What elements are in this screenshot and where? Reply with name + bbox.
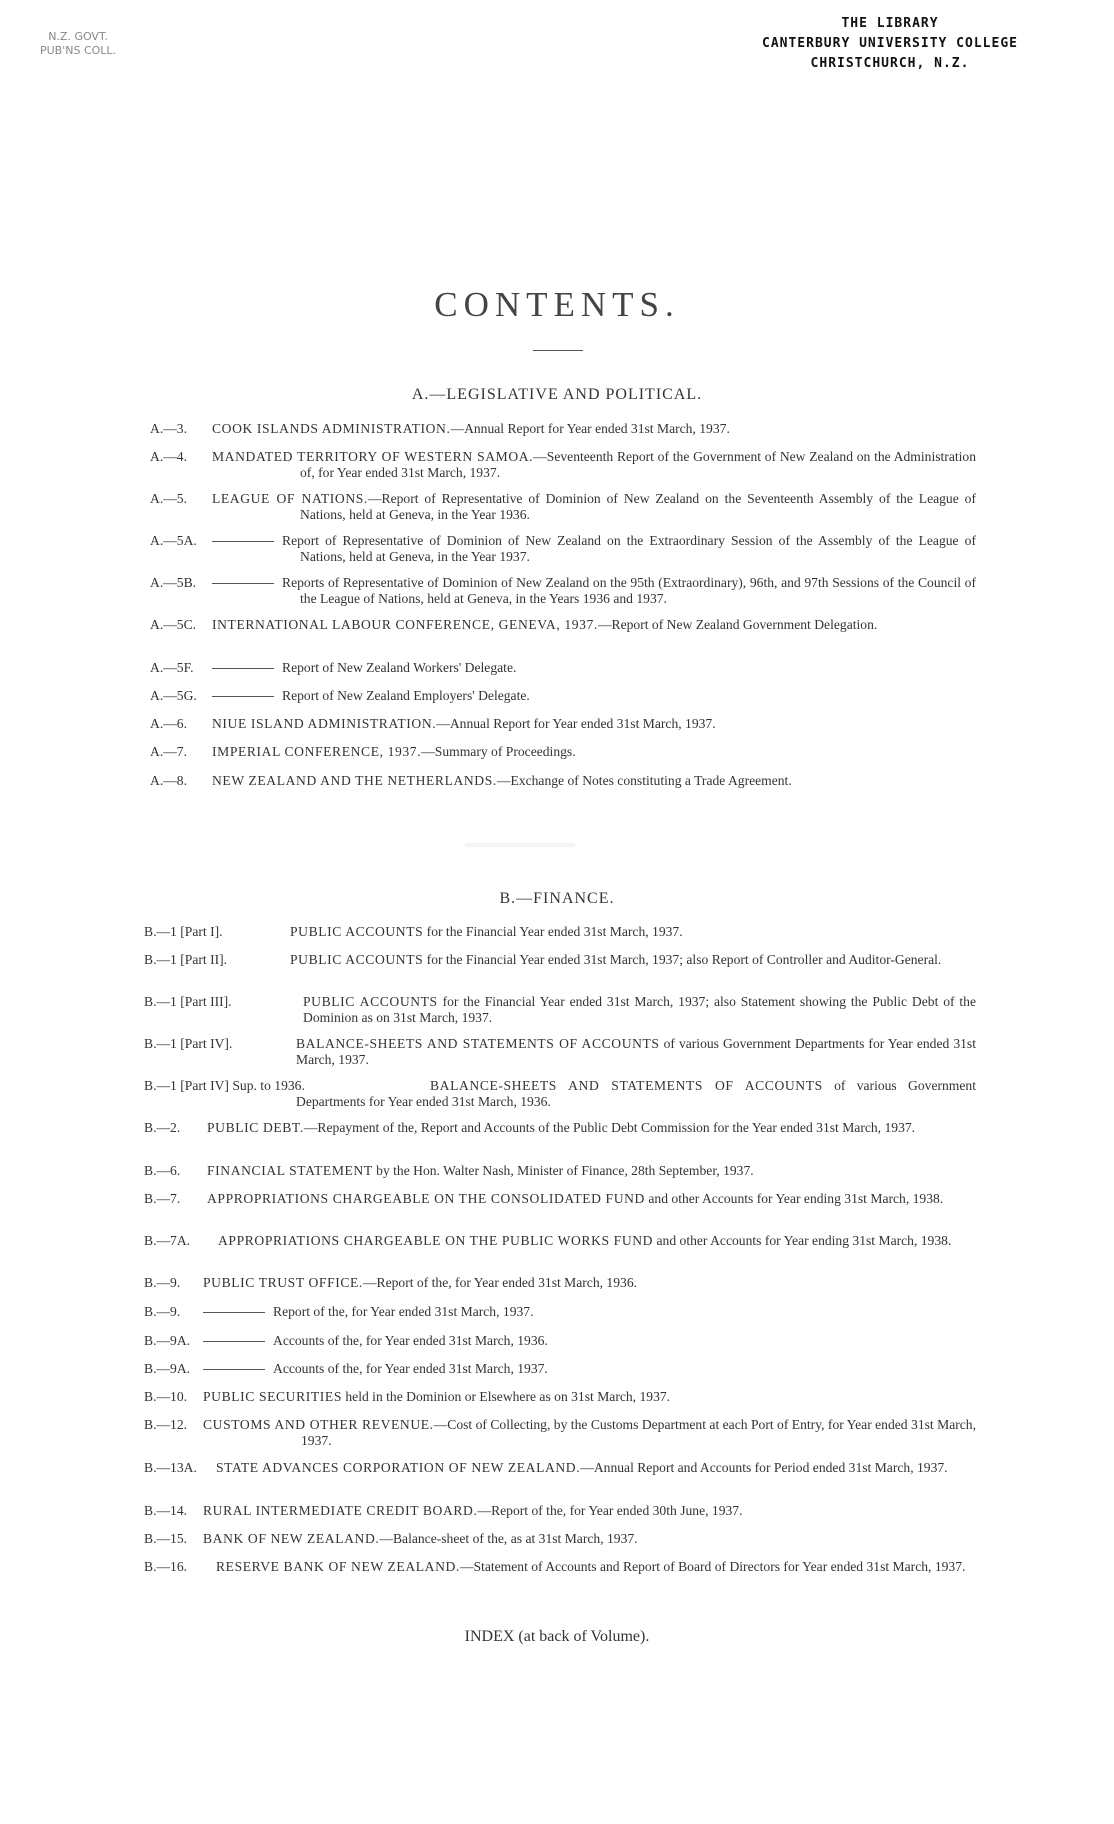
contents-entry — [144, 952, 976, 968]
contents-entry — [144, 1304, 976, 1320]
contents-entry — [144, 1191, 976, 1207]
entry-subject: IMPERIAL CONFERENCE, 1937. — [212, 744, 422, 759]
entry-code: A.—6. — [150, 716, 188, 731]
entry-text — [296, 1036, 976, 1068]
ditto-dash — [212, 541, 274, 542]
contents-entry — [144, 1531, 976, 1547]
entry-subject: PUBLIC ACCOUNTS — [303, 994, 438, 1009]
entry-code: A.—5G. — [150, 688, 197, 703]
entry-description: —Balance-sheet of the, as at 31st March, 1937. — [379, 1531, 638, 1546]
contents-entry — [144, 1559, 976, 1575]
contents-entry — [144, 1460, 976, 1476]
entry-code: B.—1 [Part I]. — [144, 924, 223, 939]
entry-subject: STATE ADVANCES CORPORATION OF NEW ZEALAND. — [216, 1460, 581, 1475]
contents-entry — [150, 688, 976, 704]
contents-entry — [150, 716, 976, 732]
entry-description: Accounts of the, for Year ended 31st March, 1936. — [273, 1333, 548, 1348]
entry-code: B.—9. — [144, 1275, 181, 1290]
entry-text — [212, 744, 976, 760]
entry-code: B.—7A. — [144, 1233, 191, 1248]
contents-entry — [144, 1120, 976, 1136]
entry-text — [296, 1078, 976, 1110]
contents-entry — [150, 617, 976, 633]
entry-text — [207, 1163, 976, 1179]
entry-code: A.—5B. — [150, 575, 197, 590]
entry-description: —Report of the, for Year ended 31st March, 1936. — [362, 1275, 638, 1290]
entry-code: A.—8. — [150, 773, 188, 788]
entry-text — [203, 1333, 976, 1349]
entry-code: B.—1 [Part IV] Sup. to 1936. — [144, 1078, 305, 1093]
entry-description: —Seventeenth Report of the Government of New Zealand on the Administration of, for Year ended 31st March, 1937. — [300, 449, 976, 480]
entry-text — [203, 1304, 976, 1320]
entry-code: B.—9. — [144, 1304, 181, 1319]
entry-text — [212, 491, 977, 523]
entry-subject: BALANCE-SHEETS AND STATEMENTS OF ACCOUNTS — [296, 1036, 660, 1051]
entry-subject: LEAGUE OF NATIONS. — [212, 491, 368, 506]
contents-entry — [144, 1389, 976, 1405]
entry-text — [203, 1503, 976, 1519]
contents-entry — [144, 1078, 976, 1110]
entry-code: B.—6. — [144, 1163, 181, 1178]
entry-subject: RESERVE BANK OF NEW ZEALAND. — [216, 1559, 460, 1574]
entry-description: for the Financial Year ended 31st March, 1937; also Report of Controller and Auditor-General. — [423, 952, 942, 967]
entry-description: for the Financial Year ended 31st March, 1937; also Statement showing the Public Debt of the Dominion as on 31st March, 1937. — [303, 994, 976, 1025]
college-stamp — [700, 14, 1080, 74]
ditto-dash — [212, 583, 274, 584]
entry-code: B.—12. — [144, 1417, 188, 1432]
entry-code: A.—5F. — [150, 660, 194, 675]
contents-entry — [144, 1233, 976, 1249]
entry-subject: PUBLIC SECURITIES — [203, 1389, 342, 1404]
entry-description: Reports of Representative of Dominion of New Zealand on the 95th (Extraordinary), 96th, and 97th Sessions of the Council of the League of Nations, held at Geneva, in the Years 1936 and 1937. — [282, 575, 976, 606]
entry-subject: MANDATED TERRITORY OF WESTERN SAMOA. — [212, 449, 534, 464]
entry-code: A.—5C. — [150, 617, 197, 632]
contents-entry — [144, 1417, 976, 1449]
entry-text — [218, 1233, 976, 1249]
contents-entry — [144, 1503, 976, 1519]
contents-entry — [144, 1361, 976, 1377]
entry-text — [203, 1531, 976, 1547]
contents-entry — [144, 994, 976, 1026]
section-heading-a: A.—LEGISLATIVE AND POLITICAL. — [411, 386, 703, 403]
entry-subject: PUBLIC DEBT. — [207, 1120, 304, 1135]
entry-subject: PUBLIC ACCOUNTS — [290, 924, 424, 939]
entry-text — [282, 533, 976, 565]
entry-text — [203, 1417, 976, 1449]
entry-description: Accounts of the, for Year ended 31st March, 1937. — [273, 1361, 548, 1376]
ditto-dash — [212, 668, 274, 669]
library-stamp — [40, 30, 116, 58]
entry-subject: BANK OF NEW ZEALAND. — [203, 1531, 380, 1546]
entry-description: —Annual Report and Accounts for Period ended 31st March, 1937. — [580, 1460, 948, 1475]
entry-description: —Summary of Proceedings. — [421, 744, 576, 759]
entry-text — [212, 617, 976, 633]
entry-code: B.—14. — [144, 1503, 188, 1518]
entry-text — [303, 994, 976, 1026]
entry-subject: COOK ISLANDS ADMINISTRATION. — [212, 421, 451, 436]
entry-code: B.—1 [Part IV]. — [144, 1036, 233, 1051]
entry-subject: RURAL INTERMEDIATE CREDIT BOARD. — [203, 1503, 478, 1518]
entry-text — [290, 952, 976, 968]
contents-entry — [150, 575, 976, 607]
entry-subject: APPROPRIATIONS CHARGEABLE ON THE PUBLIC WORKS FUND — [218, 1233, 654, 1248]
entry-text — [203, 1389, 976, 1405]
entry-description: by the Hon. Walter Nash, Minister of Finance, 28th September, 1937. — [372, 1163, 754, 1178]
entry-code: B.—1 [Part II]. — [144, 952, 228, 967]
entry-subject: BALANCE-SHEETS AND STATEMENTS OF ACCOUNTS — [430, 1078, 823, 1093]
entry-description: —Report of New Zealand Government Delegation. — [597, 617, 878, 632]
index-note: INDEX (at back of Volume). — [464, 1628, 650, 1645]
entry-description: Report of the, for Year ended 31st March, 1937. — [273, 1304, 534, 1319]
entry-subject: APPROPRIATIONS CHARGEABLE ON THE CONSOLIDATED FUND — [207, 1191, 645, 1206]
entry-text — [207, 1120, 976, 1136]
entry-text — [212, 449, 976, 481]
entry-subject: FINANCIAL STATEMENT — [207, 1163, 373, 1178]
contents-entry — [150, 449, 976, 481]
entry-text — [203, 1275, 976, 1291]
entry-description: —Statement of Accounts and Report of Board of Directors for Year ended 31st March, 1937. — [459, 1559, 966, 1574]
entry-description: held in the Dominion or Elsewhere as on 31st March, 1937. — [341, 1389, 671, 1404]
stamp-line: CHRISTCHURCH, N.Z. — [810, 56, 970, 71]
entry-subject: PUBLIC ACCOUNTS — [290, 952, 424, 967]
entry-subject: INTERNATIONAL LABOUR CONFERENCE, GENEVA, 1937. — [212, 617, 598, 632]
ditto-dash — [212, 696, 274, 697]
entry-text — [203, 1361, 976, 1377]
entry-code: B.—9A. — [144, 1361, 191, 1376]
entry-description: for the Financial Year ended 31st March, 1937. — [423, 924, 683, 939]
entry-text — [216, 1460, 976, 1476]
entry-code: B.—15. — [144, 1531, 188, 1546]
entry-description: of various Government Departments for Year ended 31st March, 1937. — [296, 1036, 976, 1067]
entry-description: Report of Representative of Dominion of New Zealand on the Extraordinary Session of the Assembly of the League of Nations, held at Geneva, in the Year 1937. — [282, 533, 976, 564]
entry-code: A.—5A. — [150, 533, 197, 548]
entry-text — [282, 688, 976, 704]
contents-entry — [144, 1275, 976, 1291]
entry-description: Report of New Zealand Employers' Delegate. — [282, 688, 530, 703]
entry-code: A.—4. — [150, 449, 188, 464]
entry-code: A.—3. — [150, 421, 188, 436]
entry-description: —Repayment of the, Report and Accounts of the Public Debt Commission for the Year ended 31st March, 1937. — [303, 1120, 916, 1135]
entry-subject: NIUE ISLAND ADMINISTRATION. — [212, 716, 437, 731]
entry-code: B.—10. — [144, 1389, 188, 1404]
entry-text — [282, 660, 976, 676]
entry-code: B.—16. — [144, 1559, 188, 1574]
entry-text — [290, 924, 976, 940]
ditto-dash — [203, 1341, 265, 1342]
title-divider — [533, 350, 583, 351]
entry-subject: CUSTOMS AND OTHER REVENUE. — [203, 1417, 434, 1432]
contents-entry — [150, 744, 976, 760]
contents-entry — [144, 924, 976, 940]
entry-text — [212, 421, 976, 437]
entry-code: B.—2. — [144, 1120, 181, 1135]
contents-entry — [150, 660, 976, 676]
entry-code: B.—7. — [144, 1191, 181, 1206]
entry-subject: NEW ZEALAND AND THE NETHERLANDS. — [212, 773, 497, 788]
stamp-line: N.Z. GOVT. — [48, 30, 108, 43]
stamp-line: CANTERBURY UNIVERSITY COLLEGE — [762, 36, 1018, 51]
contents-entry — [144, 1036, 976, 1068]
entry-description: —Annual Report for Year ended 31st March, 1937. — [450, 421, 730, 436]
entry-code: A.—7. — [150, 744, 188, 759]
entry-code: B.—13A. — [144, 1460, 197, 1475]
section-heading-b: B.—FINANCE. — [499, 890, 615, 907]
contents-entry — [150, 421, 976, 437]
entry-description: of various Government Departments for Year ended 31st March, 1936. — [296, 1078, 976, 1109]
entry-code: B.—1 [Part III]. — [144, 994, 232, 1009]
stamp-line: THE LIBRARY — [841, 16, 939, 31]
page-title: CONTENTS. — [434, 285, 680, 324]
contents-entry — [150, 533, 976, 565]
entry-text — [282, 575, 976, 607]
entry-text — [216, 1559, 976, 1575]
entry-description: —Report of Representative of Dominion of New Zealand on the Seventeenth Assembly of the League of Nations, held at Geneva, in the Year 1936. — [300, 491, 977, 522]
entry-description: Report of New Zealand Workers' Delegate. — [282, 660, 517, 675]
entry-text — [207, 1191, 976, 1207]
contents-entry — [150, 773, 976, 789]
contents-entry — [150, 491, 976, 523]
ditto-dash — [203, 1369, 265, 1370]
entry-text — [212, 773, 976, 789]
entry-description: and other Accounts for Year ending 31st March, 1938. — [644, 1191, 944, 1206]
entry-description: —Cost of Collecting, by the Customs Department at each Port of Entry, for Year ended 31st March, 1937. — [301, 1417, 976, 1448]
entry-description: —Exchange of Notes constituting a Trade Agreement. — [496, 773, 792, 788]
entry-code: B.—9A. — [144, 1333, 191, 1348]
stamp-line: PUB'NS COLL. — [40, 44, 117, 57]
entry-code: A.—5. — [150, 491, 188, 506]
ditto-dash — [203, 1312, 265, 1313]
entry-subject: PUBLIC TRUST OFFICE. — [203, 1275, 363, 1290]
entry-description: —Annual Report for Year ended 31st March, 1937. — [436, 716, 716, 731]
contents-entry — [144, 1163, 976, 1179]
entry-description: and other Accounts for Year ending 31st March, 1938. — [653, 1233, 952, 1248]
contents-entry — [144, 1333, 976, 1349]
divider — [465, 843, 575, 847]
entry-text — [212, 716, 976, 732]
entry-description: —Report of the, for Year ended 30th June, 1937. — [477, 1503, 743, 1518]
